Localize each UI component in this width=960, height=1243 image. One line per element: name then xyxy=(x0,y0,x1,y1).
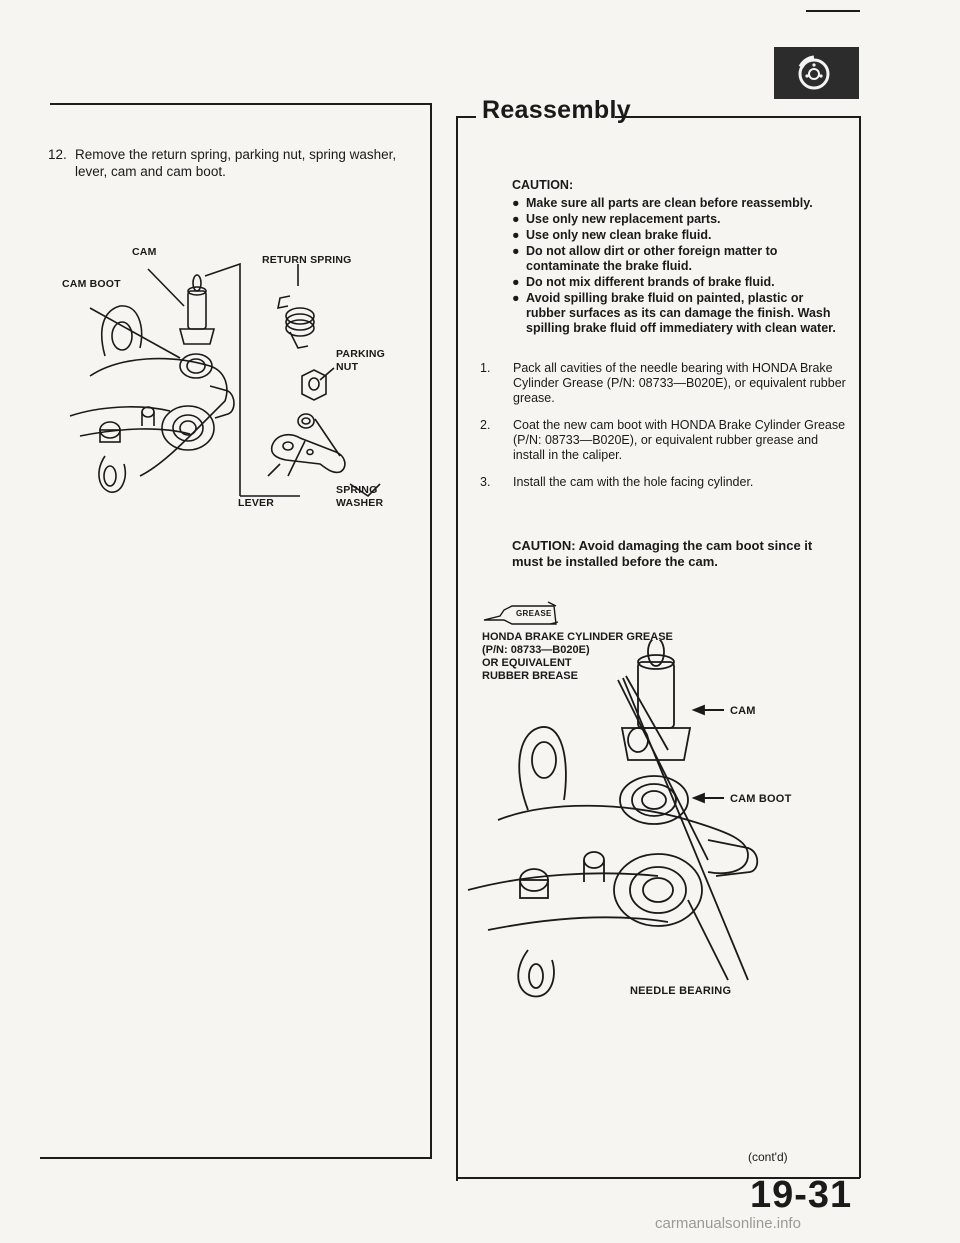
step-number: 2. xyxy=(480,418,491,432)
step-number: 1. xyxy=(480,361,491,375)
label-lever: LEVER xyxy=(238,497,275,509)
label-cam-boot-right: CAM BOOT xyxy=(730,793,792,805)
continued-note: (cont'd) xyxy=(748,1150,788,1164)
bullet-icon: ● xyxy=(512,291,520,305)
bullet-icon: ● xyxy=(512,212,520,226)
step-text: Coat the new cam boot with HONDA Brake Cylinder Grease (P/N: 08733—B020E), or equivalent rubber grease and install in the caliper. xyxy=(513,418,846,462)
step-1 xyxy=(480,361,846,406)
step-number: 3. xyxy=(480,475,491,489)
grease-label: HONDA BRAKE CYLINDER GREASE (P/N: 08733—B020E) OR EQUIVALENT RUBBER BREASE xyxy=(482,631,673,682)
caution-item: ● Use only new clean brake fluid. xyxy=(512,228,712,242)
label-cam-right: CAM xyxy=(730,705,756,717)
cam-install-diagram xyxy=(458,640,858,1000)
caution-list xyxy=(512,196,842,336)
bullet-icon: ● xyxy=(512,228,520,242)
caution-item: ● Do not allow dirt or other foreign matter to contaminate the brake fluid. xyxy=(512,244,778,273)
caution-item: ● Use only new replacement parts. xyxy=(512,212,721,226)
left-column-border xyxy=(430,103,432,1158)
step-number: 12. xyxy=(48,147,67,162)
grease-icon-text: GREASE xyxy=(516,609,552,618)
step-text: Remove the return spring, parking nut, spring washer, lever, cam and cam boot. xyxy=(75,147,397,179)
top-corner-rule xyxy=(806,10,860,12)
right-column-right-border xyxy=(859,116,861,1178)
bullet-icon: ● xyxy=(512,196,520,210)
step-text: Pack all cavities of the needle bearing with HONDA Brake Cylinder Grease (P/N: 08733—B020E), or equivalent rubber grease. xyxy=(513,361,846,405)
label-needle-bearing: NEEDLE BEARING xyxy=(630,985,732,997)
top-rule-left xyxy=(50,103,430,105)
bullet-icon: ● xyxy=(512,275,520,289)
bottom-rule-left xyxy=(40,1157,432,1159)
step-3 xyxy=(480,475,846,490)
top-rule-tick xyxy=(456,116,476,118)
caution-item: ● Make sure all parts are clean before reassembly. xyxy=(512,196,813,210)
page-number: 19-31 xyxy=(750,1174,853,1216)
label-parking: PARKING xyxy=(336,348,386,360)
label-cam-boot-left: CAM BOOT xyxy=(62,278,121,290)
section-heading: Reassembly xyxy=(482,96,631,124)
caution-item: ● Avoid spilling brake fluid on painted, plastic or rubber surfaces as its can damage the finish. Wash spilling brake fluid off immediatery with clean water. xyxy=(512,291,836,335)
caution-cam-boot: CAUTION: Avoid damaging the cam boot since it must be installed before the cam. xyxy=(512,538,813,569)
step-2 xyxy=(480,418,846,463)
caution-title: CAUTION: xyxy=(512,178,574,192)
brake-disc-icon xyxy=(774,47,859,99)
label-return-spring: RETURN SPRING xyxy=(262,254,352,266)
caution-box xyxy=(512,178,842,337)
caution-item: ● Do not mix different brands of brake fluid. xyxy=(512,275,775,289)
label-washer: WASHER xyxy=(336,497,384,509)
reassembly-steps xyxy=(480,361,846,502)
label-nut: NUT xyxy=(336,361,359,373)
grease-tube-icon xyxy=(482,598,562,631)
label-cam-left: CAM xyxy=(132,246,157,258)
bullet-icon: ● xyxy=(512,244,520,258)
watermark: carmanualsonline.info xyxy=(655,1215,801,1232)
step-text: Install the cam with the hole facing cylinder. xyxy=(513,475,754,489)
step-12 xyxy=(48,146,432,180)
top-rule-right xyxy=(615,116,860,118)
label-spring: SPRING xyxy=(336,484,378,496)
